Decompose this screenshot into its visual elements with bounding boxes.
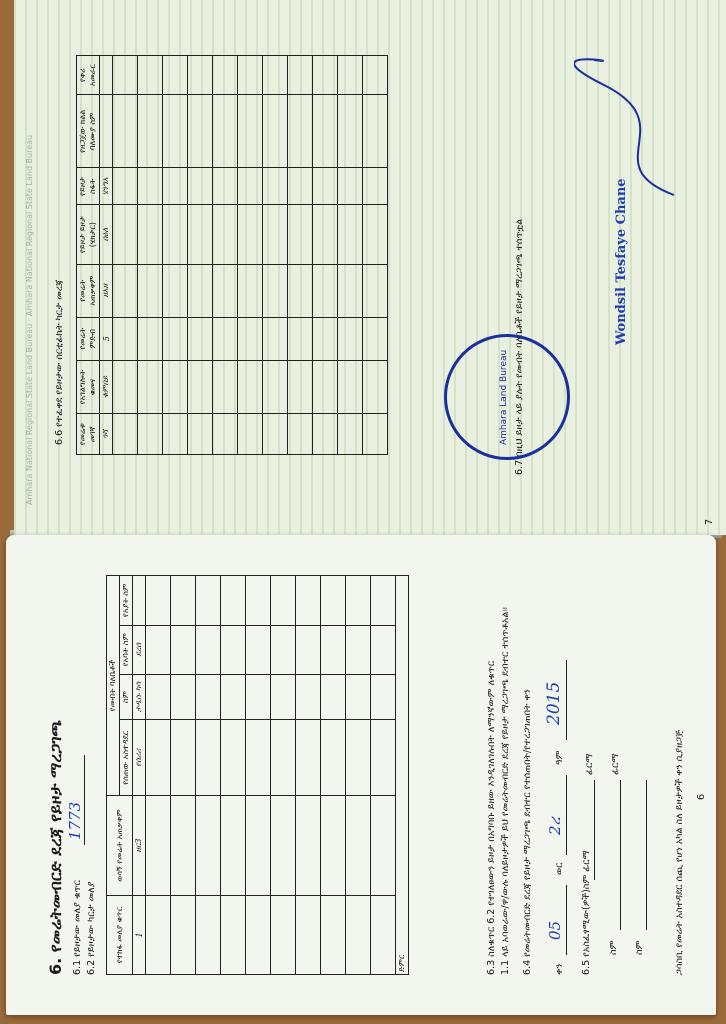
- lc-0: 1: [133, 895, 146, 974]
- note-71: 1.1 ላይ አባወራው/ዋ/ውሉ ባለይዞታዎች ይህ የመሬትመብርድ ደረጃ የይዞታ ማረጋገጫ ደብተር ተሰጥቶአል።: [500, 607, 511, 975]
- signature-label-1: ፊርማ: [584, 753, 595, 775]
- bottom-note: ጋሳስቢ የመሬት አስተዳደር ሰጪ የሆነ አካል ስለ ይዞታዎች ቀን ሲያዘጋጅ: [674, 729, 685, 975]
- rc-1: ቁምበይ: [100, 360, 113, 414]
- lh-1: ወሳኝ የመሬት አጠቃቀም: [107, 796, 133, 896]
- field-61-label: 6.1 የይዞታው መለያ ቁጥር: [72, 880, 83, 975]
- left-page-number: 6: [696, 793, 707, 800]
- table-row: [246, 576, 271, 975]
- date-month-line: [566, 775, 567, 855]
- left-table-header: [107, 576, 120, 975]
- rh-4: የይዞታ ይዞታ (ሄክታር): [77, 205, 100, 264]
- rc-2: 5: [100, 317, 113, 360]
- left-page-content: [6, 535, 716, 1015]
- table-row: [321, 576, 346, 975]
- table-row: [196, 576, 221, 975]
- rh-6: የዘጋጀው ክልል ባለሙያ ስም: [77, 95, 100, 168]
- note-65: 6.5 የአስፈፃሚው(ዎች)ስም ፊርማ: [581, 850, 592, 975]
- table-row: [338, 56, 363, 455]
- rh-2: የመሬት ምድብ: [77, 317, 100, 360]
- date-month: 2ረ: [546, 817, 564, 835]
- date-day: 05: [546, 920, 564, 940]
- table-row: [171, 576, 196, 975]
- lh-5: የአያት ስም: [120, 576, 133, 626]
- lh-2: የሰጠው አስተዳደር: [120, 720, 133, 796]
- watermark-text: Amhara National Regional State Land Bureau · Amhara National Regional State Land Bureau: [25, 134, 34, 505]
- date-year: 2015: [544, 681, 564, 725]
- name-line-2: [646, 780, 647, 930]
- note-63: 6.3 ስለቁጥር 6.2 የተገለፀውን ይዞታ በአግባቡ ይዘው እንዲገለገሉበት ለማንኛውም ለቁጥር: [486, 660, 497, 975]
- table-row: [363, 56, 388, 455]
- right-record-table: [76, 55, 388, 455]
- table-footer-row: [396, 576, 409, 975]
- table-row: [163, 56, 188, 455]
- table-row: [296, 576, 321, 975]
- table-row: [238, 56, 263, 455]
- date-year-label: ዓም: [554, 750, 565, 765]
- table-row: [100, 56, 113, 455]
- table-row: [371, 576, 396, 975]
- lh-3: ስም: [120, 674, 133, 719]
- field-61-line: [84, 755, 85, 845]
- table-footer: ድምር: [396, 576, 409, 975]
- lh-0: የተከፋ መለያ ቁጥር: [107, 895, 133, 974]
- lc-5: [133, 576, 146, 626]
- note-64: 6.4 የመሬትመብርድ ደረጃ የይዞታ ማረጋገጫ ደብተር የተሰጠበት/የተረጋገጠበት ቀን: [522, 689, 533, 975]
- rc-3: ዘአዘ: [100, 264, 113, 317]
- signature-label-2: ፊርማ: [610, 753, 621, 775]
- rc-4: ሰዕለ: [100, 205, 113, 264]
- table-row: [288, 56, 313, 455]
- rh-7: የቀሪ አመራር: [77, 56, 100, 95]
- table-row: [221, 576, 246, 975]
- right-table-header: [77, 56, 100, 455]
- rc-0: ጎሻ: [100, 414, 113, 455]
- rc-5: ሄንግአ: [100, 168, 113, 205]
- date-month-label: ወር: [554, 862, 565, 875]
- stamp-text: Amhara Land Bureau: [499, 349, 509, 445]
- name-label-2: ስም: [634, 940, 645, 955]
- official-stamp: [444, 334, 570, 460]
- rc-7: [100, 56, 113, 95]
- table-row: [113, 56, 138, 455]
- date-day-line: [566, 885, 567, 955]
- name-line-1: [620, 780, 621, 930]
- right-page: [14, 0, 726, 535]
- table-row: [313, 56, 338, 455]
- date-day-label: ቀን: [554, 963, 565, 975]
- signature-line-1: [594, 780, 595, 880]
- field-62-label: 6.2 የይዞታው ካርታ መለያ: [86, 881, 97, 975]
- table-row: [271, 576, 296, 975]
- name-label-1: ስም: [608, 940, 619, 955]
- rh-1: የአገልግሎት ቁመና: [77, 360, 100, 414]
- right-page-number: 7: [704, 518, 715, 525]
- right-table-title: 6.6 የተፈቀደ የይዞታው ሰርቲፊኬት ካርታ መረጃ: [54, 279, 65, 445]
- rc-6: [100, 95, 113, 168]
- rh-5: የይዞታ ስፋት: [77, 168, 100, 205]
- rh-3: የመሬት አጠቃቀም: [77, 264, 100, 317]
- table-row: [213, 56, 238, 455]
- right-page-content: [14, 0, 726, 535]
- approval-note: 6.7 በዚህ ይዞታ ላይ ያሉት የመብት ባለቤቶች የይዞታ ማረጋገጫ ተሰጥቷል: [514, 218, 525, 475]
- lc-4: ደረሰ: [133, 625, 146, 674]
- lc-2: የሰሪሪ: [133, 720, 146, 796]
- rh-0: የመሬቱ መገኛ: [77, 414, 100, 455]
- table-row: [188, 56, 213, 455]
- table-row: [138, 56, 163, 455]
- signature-mark: [574, 55, 694, 205]
- section-title: 6. የመሬትመብርድ ደረጃ የይዞታ ማረጋገጫ: [46, 719, 65, 975]
- table-row: [346, 576, 371, 975]
- date-year-line: [566, 660, 567, 740]
- lh-group: የመብት ባለቤቶች: [107, 576, 120, 796]
- lh-4: የአባት ስም: [120, 625, 133, 674]
- table-row: [263, 56, 288, 455]
- left-holder-table: [106, 575, 409, 975]
- table-row: [133, 576, 146, 975]
- lc-3: ታዲሱ ካሳ: [133, 674, 146, 719]
- field-61-value: 1773: [66, 801, 84, 840]
- table-row: [146, 576, 171, 975]
- left-page: [6, 535, 716, 1015]
- lc-1: ዘር3: [133, 796, 146, 896]
- signature-name: Wondsil Tesfaye Chane: [614, 178, 629, 345]
